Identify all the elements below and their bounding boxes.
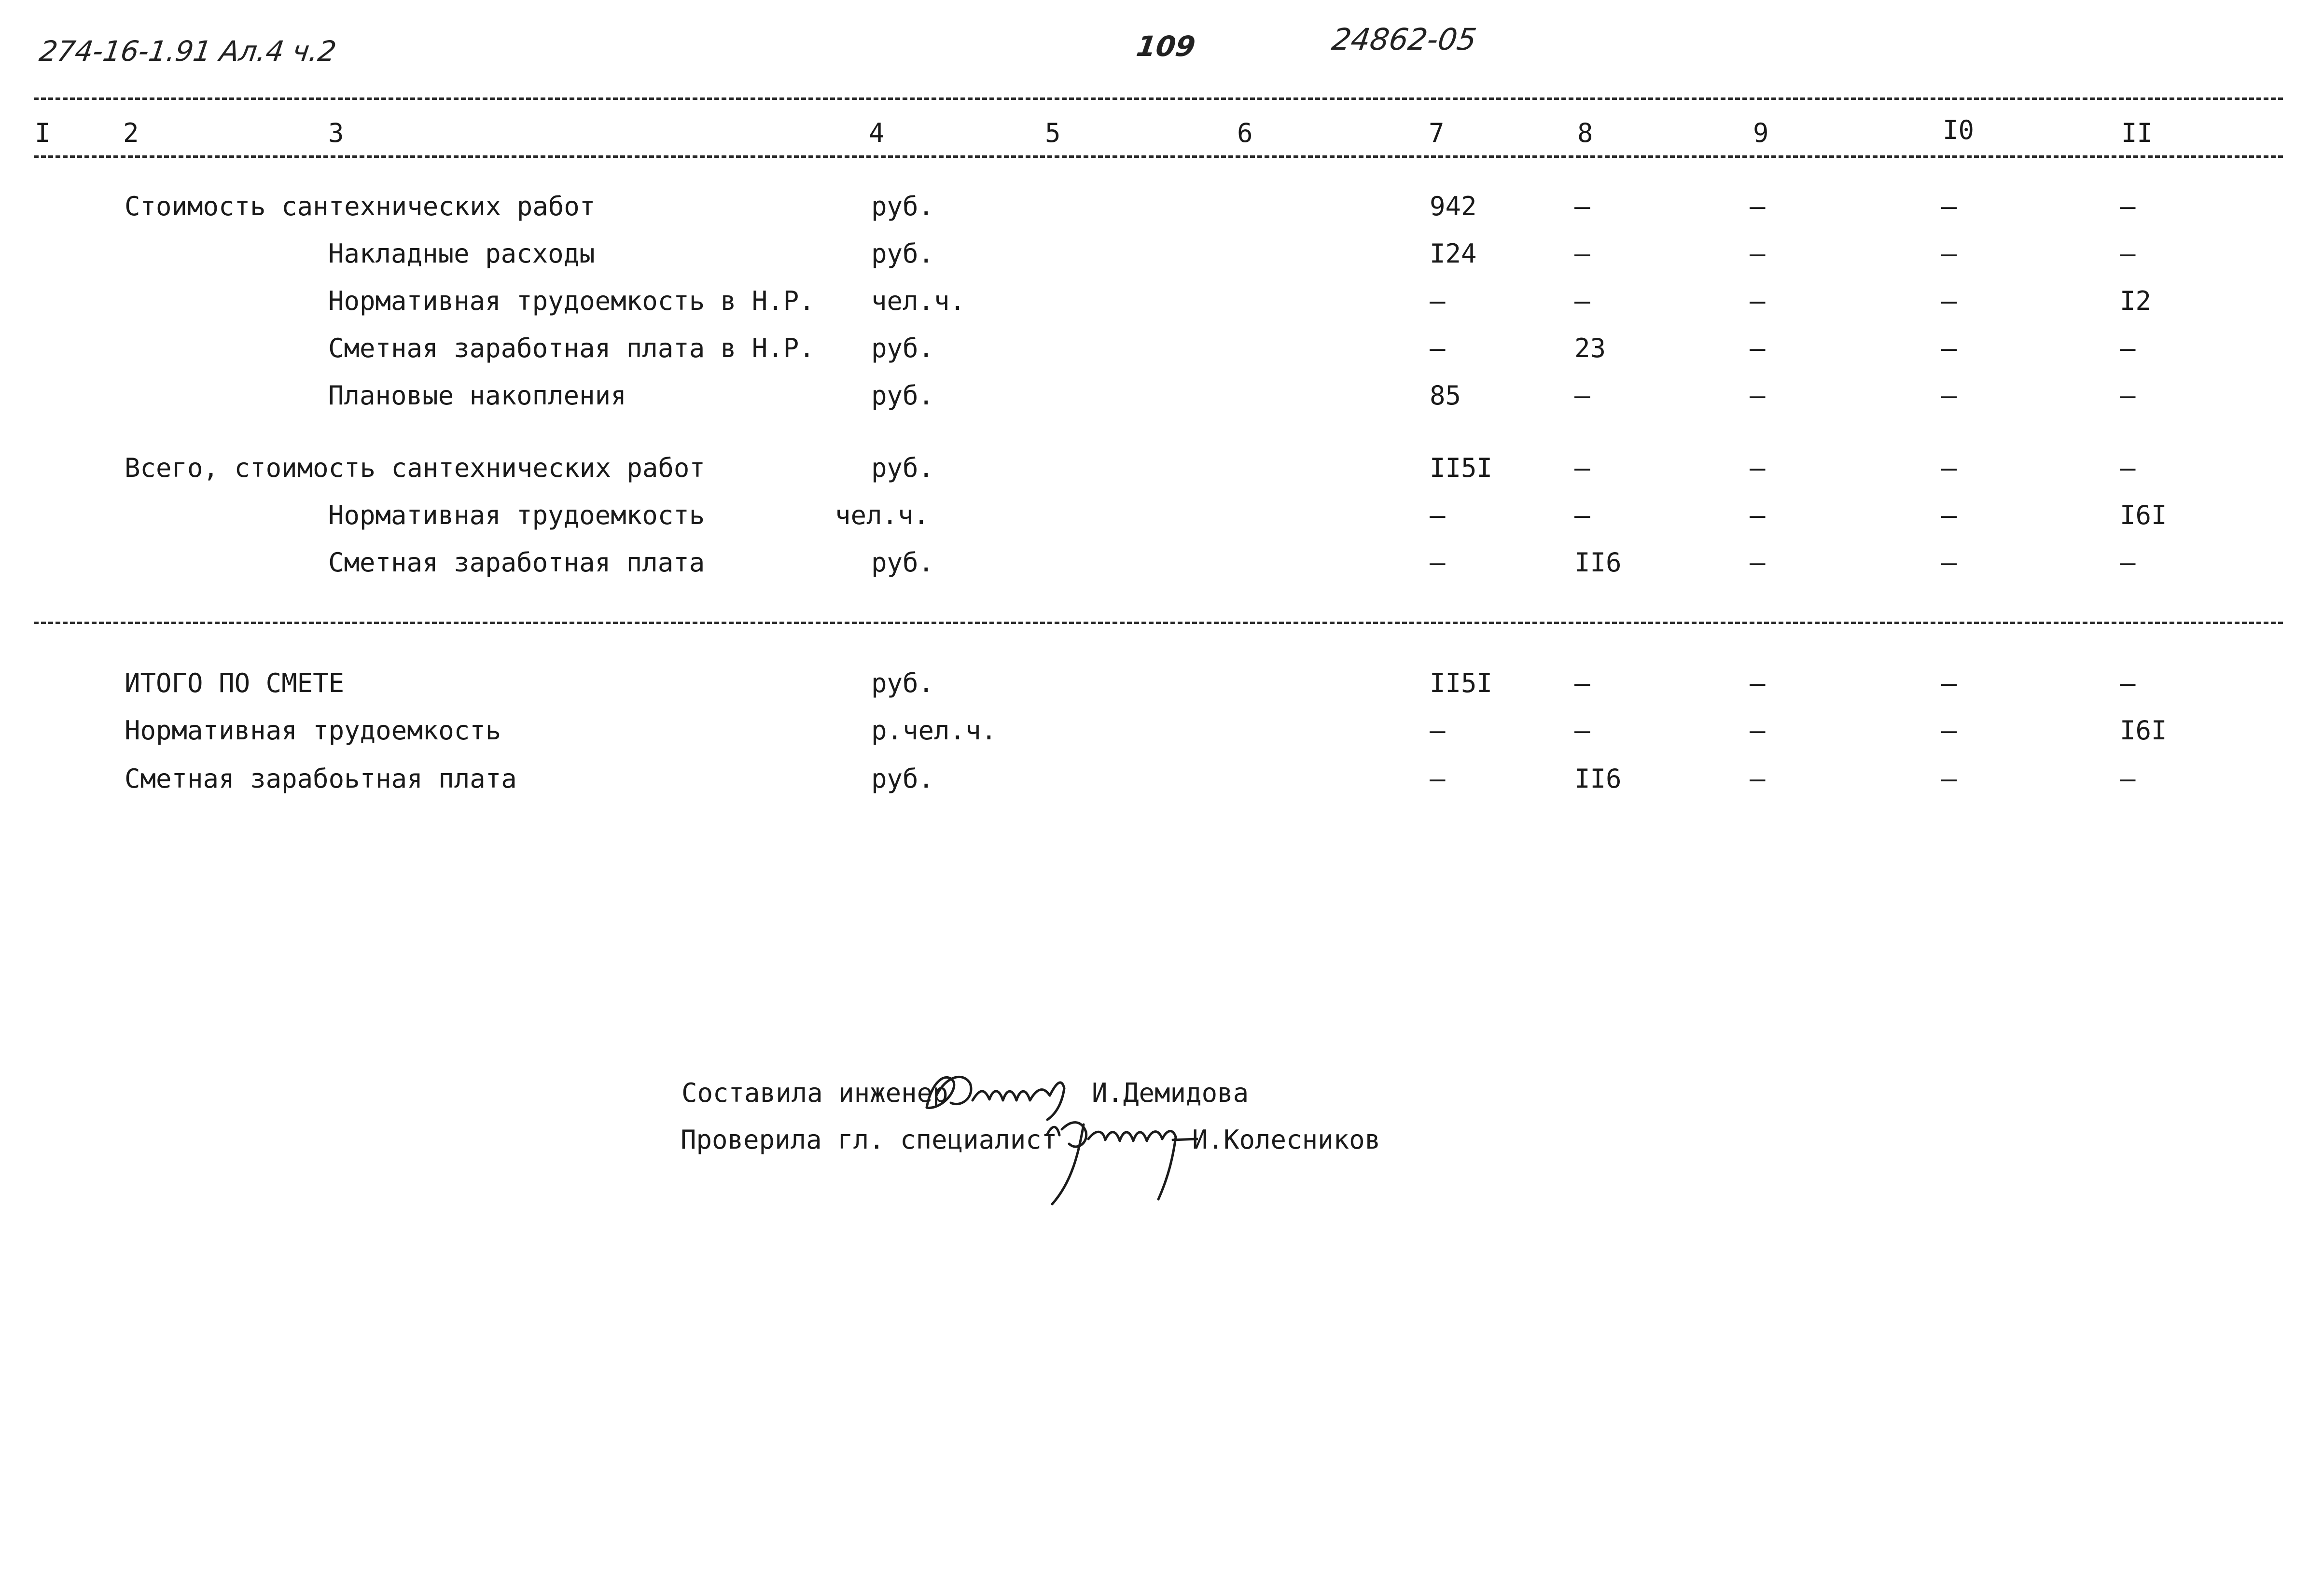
row-label: Накладные расходы	[328, 238, 595, 269]
cell-col7: II5I	[1430, 453, 1493, 483]
cell-col11: I6I	[2120, 500, 2167, 530]
row-label: ИТОГО ПО СМЕТЕ	[125, 668, 345, 698]
header-bottom-rule	[34, 155, 2283, 158]
cell-col11: –	[2120, 763, 2136, 794]
row-unit: руб.	[871, 380, 934, 411]
cell-col7: –	[1430, 715, 1446, 746]
row-label: Нормативная трудоемкость	[328, 500, 705, 530]
row-label: Нормативная трудоемкость в Н.Р.	[328, 286, 815, 316]
cell-col9: –	[1750, 333, 1766, 363]
compiled-by-label: Составила инженер	[682, 1078, 948, 1108]
cell-col10: –	[1941, 286, 1957, 316]
cell-col8: –	[1574, 380, 1590, 411]
cell-col11: –	[2120, 191, 2136, 222]
cell-col7: –	[1430, 500, 1446, 530]
col-number-7: 7	[1429, 118, 1445, 148]
checked-by-label: Проверила гл. специалист	[681, 1124, 1057, 1155]
col-number-5: 5	[1045, 118, 1061, 148]
row-unit: руб.	[871, 668, 934, 698]
row-label: Сметная зарабоьтная плата	[125, 763, 517, 794]
cell-col7: II5I	[1430, 668, 1493, 698]
cell-col8: II6	[1574, 763, 1622, 794]
row-label: Сметная заработная плата в Н.Р.	[328, 333, 815, 363]
cell-col10: –	[1941, 547, 1957, 578]
cell-col9: –	[1750, 668, 1766, 698]
cell-col9: –	[1750, 500, 1766, 530]
cell-col11: –	[2120, 238, 2136, 269]
col-number-1: I	[35, 118, 51, 148]
cell-col8: –	[1574, 191, 1590, 222]
col-number-6: 6	[1237, 118, 1253, 148]
row-unit: чел.ч.	[871, 286, 966, 316]
cell-col10: –	[1941, 668, 1957, 698]
row-label: Сметная заработная плата	[328, 547, 705, 578]
cell-col11: I6I	[2120, 715, 2167, 746]
signature-kolesnikov	[1043, 1105, 1202, 1211]
row-unit: руб.	[871, 547, 934, 578]
cell-col10: –	[1941, 380, 1957, 411]
cell-col7: –	[1430, 286, 1446, 316]
cell-col8: –	[1574, 500, 1590, 530]
col-number-2: 2	[123, 118, 139, 148]
doc-code: 274-16-1.91 Ал.4 ч.2	[37, 35, 338, 68]
row-unit: руб.	[871, 333, 934, 363]
col-number-3: 3	[328, 118, 344, 148]
col-number-9: 9	[1753, 118, 1769, 148]
col-number-8: 8	[1577, 118, 1593, 148]
header-top-rule	[34, 97, 2283, 100]
cell-col7: –	[1430, 333, 1446, 363]
cell-col11: –	[2120, 453, 2136, 483]
cell-col9: –	[1750, 380, 1766, 411]
cell-col7: –	[1430, 763, 1446, 794]
row-label: Плановые накопления	[328, 380, 626, 411]
cell-col9: –	[1750, 547, 1766, 578]
cell-col9: –	[1750, 238, 1766, 269]
checked-by-name: И.Колесников	[1192, 1124, 1381, 1155]
row-unit: руб.	[871, 238, 934, 269]
cell-col7: I24	[1430, 238, 1477, 269]
cell-col11: –	[2120, 333, 2136, 363]
cell-col8: –	[1574, 715, 1590, 746]
cell-col9: –	[1750, 453, 1766, 483]
cell-col7: 85	[1430, 380, 1461, 411]
row-label: Стоимость сантехнических работ	[125, 191, 596, 222]
row-unit: р.чел.ч.	[871, 715, 997, 746]
cell-col9: –	[1750, 191, 1766, 222]
cell-col8: –	[1574, 286, 1590, 316]
col-number-11: II	[2121, 118, 2153, 148]
cell-col10: –	[1941, 191, 1957, 222]
cell-col11: I2	[2120, 286, 2152, 316]
cell-col10: –	[1941, 763, 1957, 794]
cell-col7: –	[1430, 547, 1446, 578]
cell-col10: –	[1941, 453, 1957, 483]
cell-col7: 942	[1430, 191, 1477, 222]
cell-col11: –	[2120, 547, 2136, 578]
col-number-4: 4	[869, 118, 885, 148]
section-divider-rule	[34, 622, 2283, 624]
cell-col11: –	[2120, 380, 2136, 411]
cell-col8: II6	[1574, 547, 1622, 578]
row-unit: чел.ч.	[835, 500, 930, 530]
col-number-10: I0	[1943, 115, 1975, 145]
cell-col8: –	[1574, 453, 1590, 483]
cell-col9: –	[1750, 763, 1766, 794]
row-unit: руб.	[871, 453, 934, 483]
row-unit: руб.	[871, 191, 934, 222]
row-unit: руб.	[871, 763, 934, 794]
cell-col8: –	[1574, 238, 1590, 269]
cell-col11: –	[2120, 668, 2136, 698]
page-number: 109	[1134, 30, 1197, 63]
cell-col10: –	[1941, 333, 1957, 363]
cell-col10: –	[1941, 500, 1957, 530]
cell-col8: 23	[1574, 333, 1606, 363]
archive-number: 24862-05	[1329, 22, 1479, 57]
cell-col10: –	[1941, 238, 1957, 269]
cell-col10: –	[1941, 715, 1957, 746]
cell-col8: –	[1574, 668, 1590, 698]
row-label: Всего, стоимость сантехнических работ	[125, 453, 705, 483]
cell-col9: –	[1750, 715, 1766, 746]
compiled-by-name: И.Демидова	[1092, 1078, 1249, 1108]
row-label: Нормативная трудоемкость	[125, 715, 501, 746]
cell-col9: –	[1750, 286, 1766, 316]
